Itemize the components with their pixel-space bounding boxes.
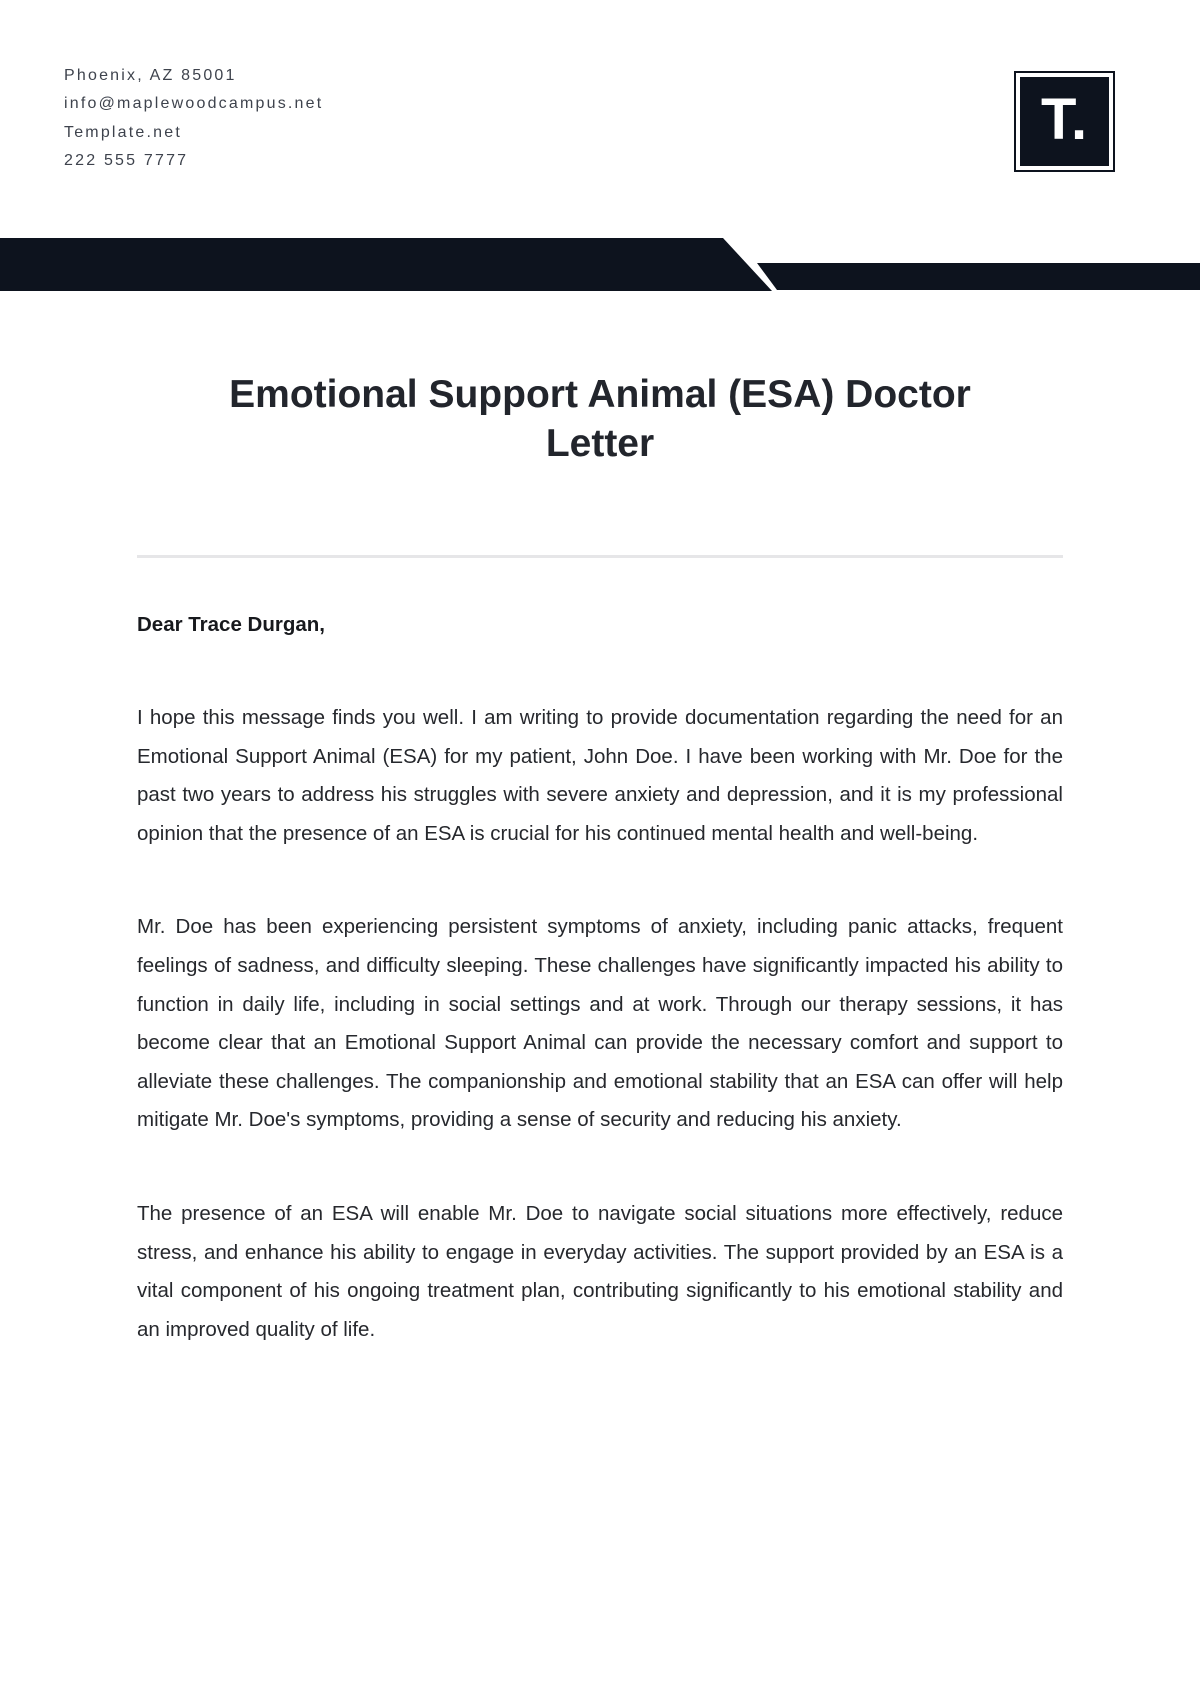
company-logo [1014,71,1115,172]
letter-paragraph: I hope this message finds you well. I am writing to provide documentation regarding the need for an Emotional Support Animal (ESA) for my patient, John Doe. I have been working with Mr. Doe for the past two years to address his struggles with severe anxiety and depression, and it is my professional opinion that the presence of an ESA is crucial for his continued mental health and well-being. [137,706,1063,845]
contact-line: Template.net [64,123,183,141]
logo-mark: T. [1020,77,1109,166]
letter-body [137,699,1063,1404]
banner-stripe-main [0,238,772,291]
contact-line: Phoenix, AZ 85001 [64,67,237,84]
banner-stripe-right [757,263,1200,290]
page-title: Emotional Support Animal (ESA) Doctor Letter [229,373,971,465]
title-divider [137,555,1063,558]
contact-info [64,62,323,175]
contact-line: info@maplewoodcampus.net [64,95,324,113]
letter-paragraph: Mr. Doe has been experiencing persistent symptoms of anxiety, including panic attacks, frequent feelings of sadness, and difficulty sleeping. These challenges have significantly impacted his ability to function in daily life, including in social settings and at work. Through our therapy sessions, it has become clear that an Emotional Support Animal can provide the necessary comfort and support to alleviate these challenges. The companionship and emotional stability that an ESA can offer will help mitigate Mr. Doe's symptoms, providing a sense of security and reducing his anxiety. [137,915,1063,1132]
salutation: Dear Trace Durgan, [137,613,325,636]
letter-paragraph: The presence of an ESA will enable Mr. Doe to navigate social situations more effectively, reduce stress, and enhance his ability to engage in everyday activities. The support provided by an ESA is a vital component of his ongoing treatment plan, contributing significantly to his emotional stability and an improved quality of life. [137,1201,1063,1341]
contact-line: 222 555 7777 [64,151,189,169]
